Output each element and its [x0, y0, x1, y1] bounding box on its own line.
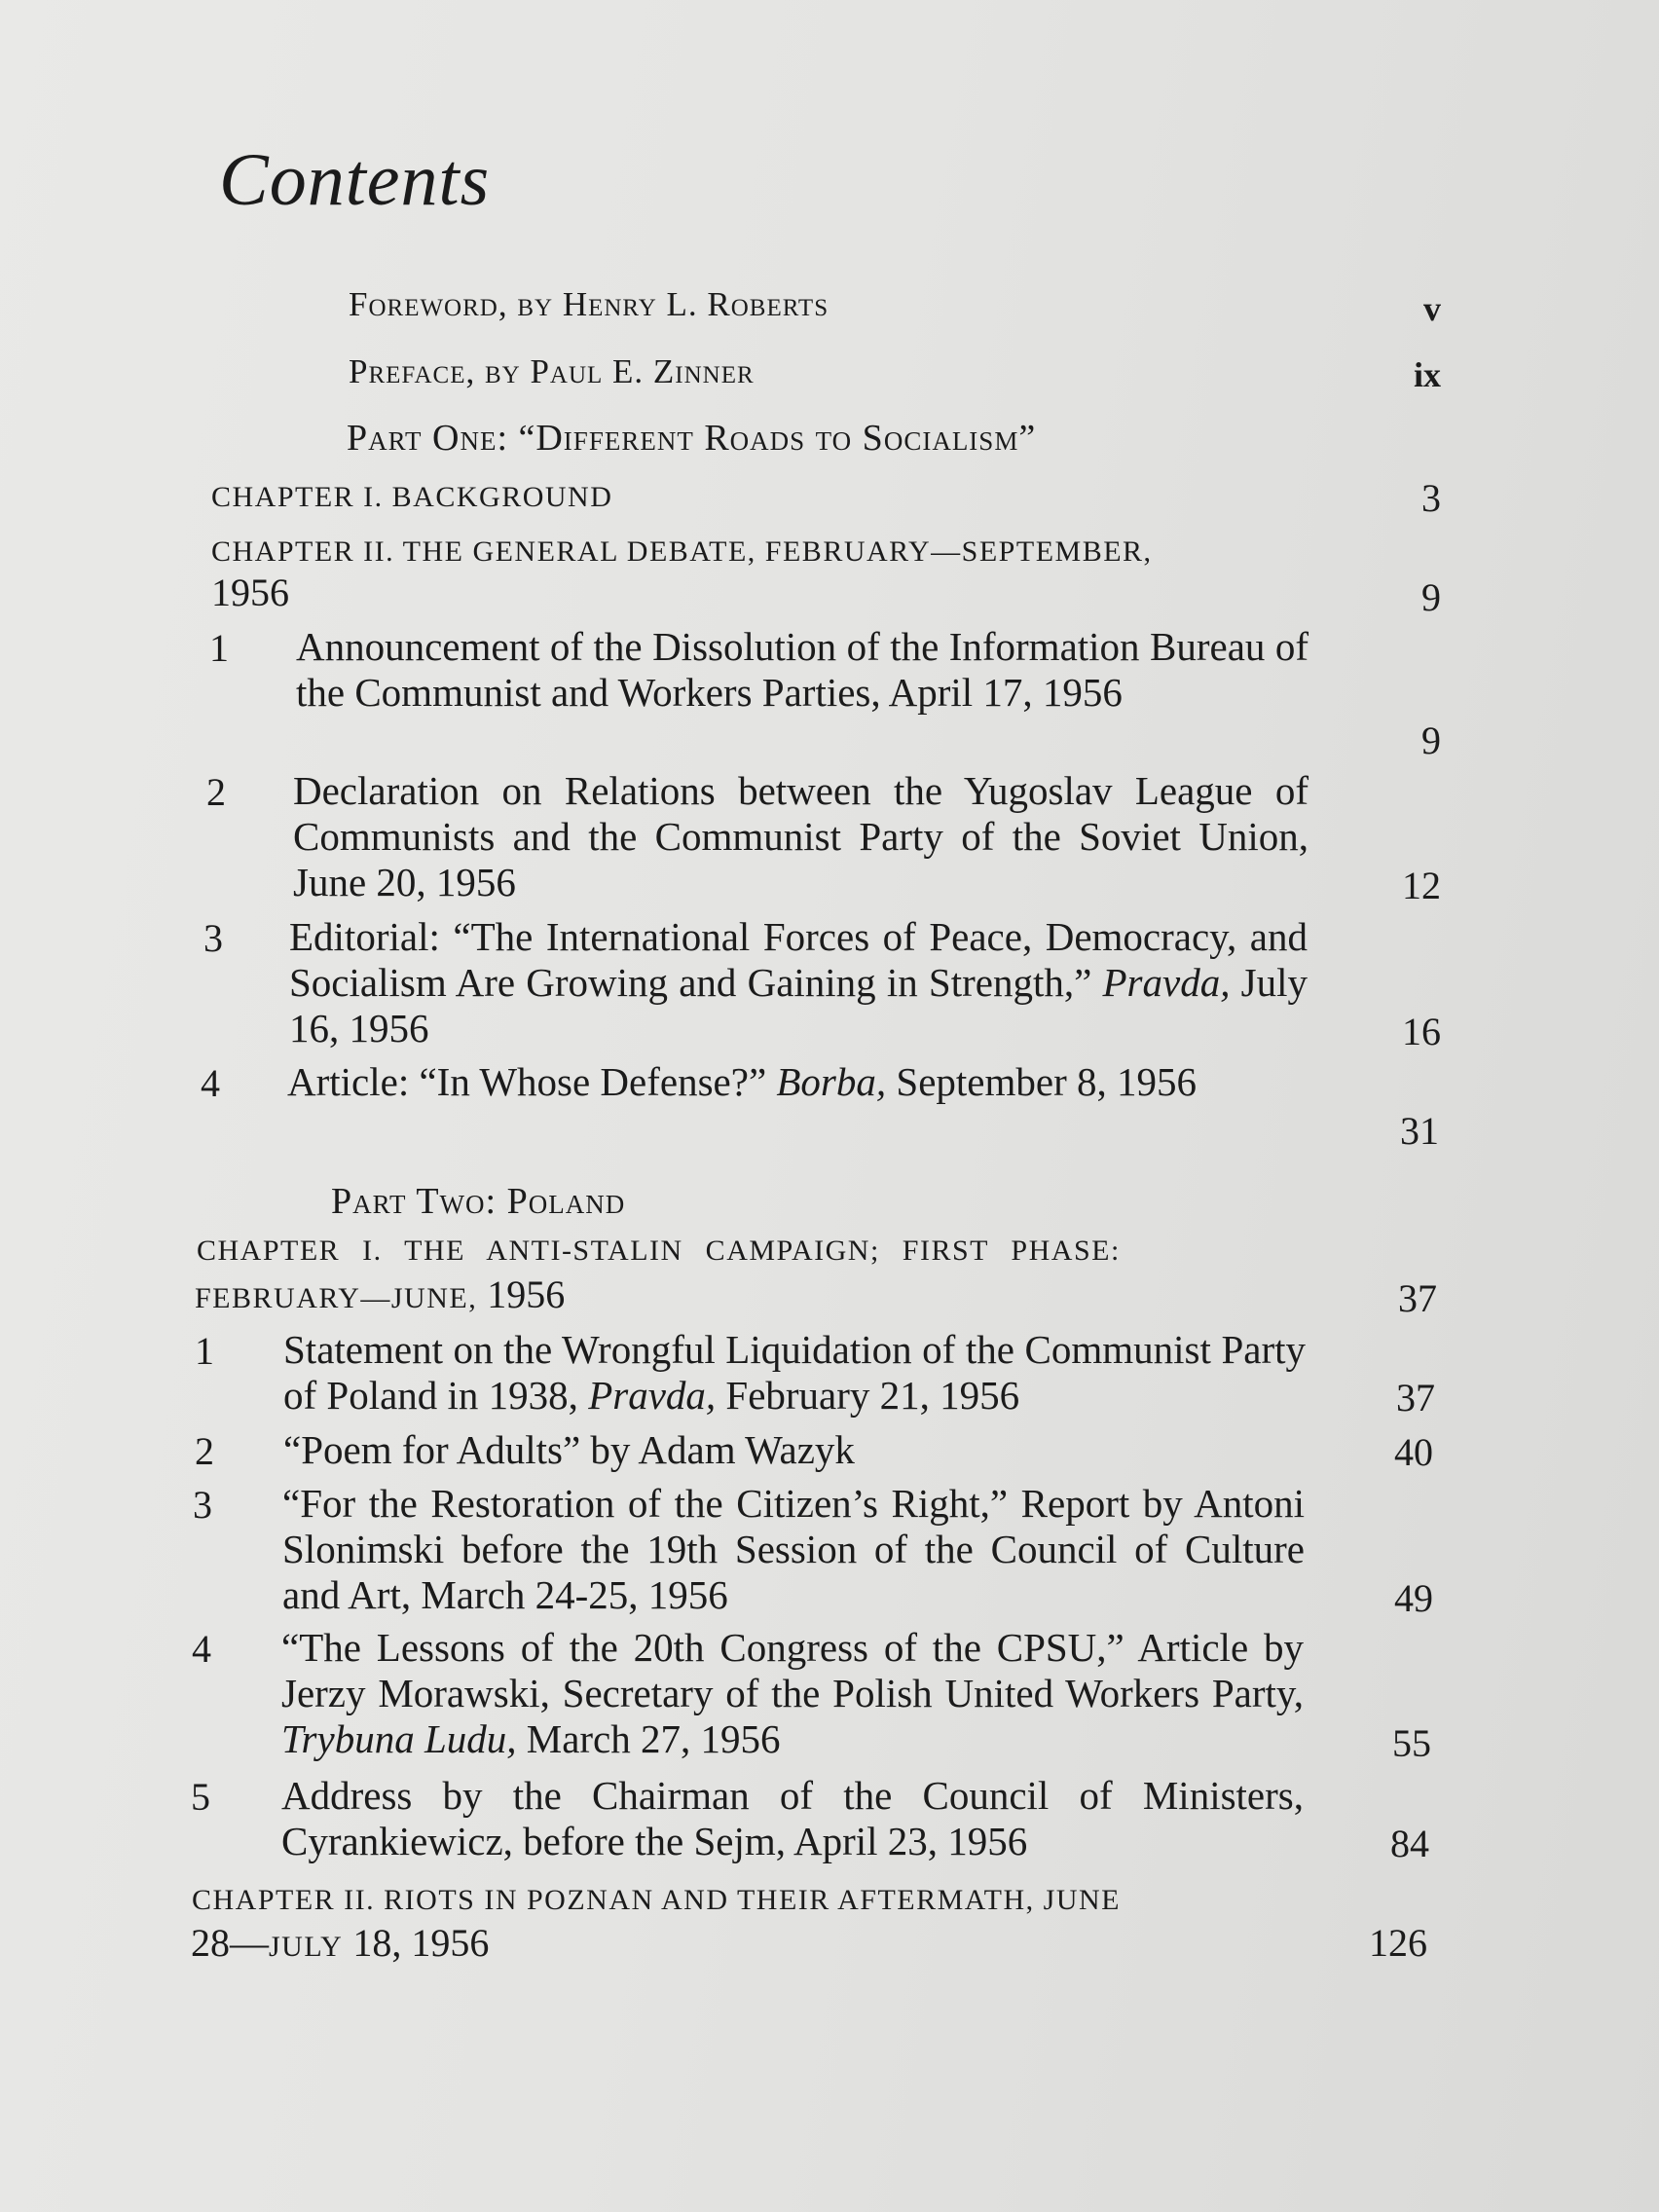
entry-number: 2: [195, 1429, 214, 1473]
list-item: Article: “In Whose Defense?” Borba, September 8, 1956: [287, 1059, 1197, 1104]
page-title: Contents: [219, 139, 491, 221]
part-two-chapter-1: CHAPTER I. THE ANTI-STALIN CAMPAIGN; FIRST PHASE:: [197, 1235, 1121, 1267]
list-item: Declaration on Relations between the Yugoslav League of Communists and the Communist Party of the Soviet Union, June 20, 1956: [293, 768, 1309, 904]
source-title: Pravda,: [1102, 960, 1231, 1005]
entry-number: 1: [209, 626, 229, 670]
list-item: “Poem for Adults” by Adam Wazyk: [283, 1427, 855, 1472]
list-item: “The Lessons of the 20th Congress of the CPSU,” Article by Jerzy Morawski, Secretary of the Polish United Workers Party, Trybuna Ludu, March 27, 1956: [281, 1625, 1304, 1761]
list-item: Editorial: “The International Forces of Peace, Democracy, and Socialism Are Growing and Gaining in Strength,” Pravda, July 16, 1956: [289, 914, 1308, 1051]
part-one-chapter-1-page: 3: [1421, 476, 1441, 520]
entry-number: 5: [191, 1775, 210, 1819]
entry-page: 84: [1390, 1822, 1429, 1865]
part-two-chapter-1-line2: FEBRUARY—JUNE, 1956: [195, 1272, 566, 1316]
part-one-chapter-1: CHAPTER I. BACKGROUND: [211, 481, 613, 513]
foreword-entry: Foreword, by Henry L. Roberts: [349, 285, 830, 323]
part-one-chapter-2: CHAPTER II. THE GENERAL DEBATE, FEBRUARY—SEPTEMBER,: [211, 535, 1153, 568]
entry-page: 9: [1421, 719, 1441, 762]
list-item: Address by the Chairman of the Council of Ministers, Cyrankiewicz, before the Sejm, April 23, 1956: [281, 1773, 1304, 1863]
entry-page: 49: [1394, 1576, 1433, 1620]
entry-number: 1: [195, 1329, 214, 1373]
entry-page: 40: [1394, 1430, 1433, 1474]
foreword-page: v: [1423, 289, 1441, 328]
entry-number: 2: [206, 770, 226, 814]
preface-entry: Preface, by Paul E. Zinner: [349, 352, 755, 390]
part-one-chapter-2-page: 9: [1421, 575, 1441, 619]
source-title: Trybuna Ludu,: [281, 1716, 517, 1761]
preface-page: ix: [1413, 355, 1441, 394]
entry-number: 4: [192, 1627, 211, 1671]
entry-page: 37: [1396, 1376, 1435, 1419]
entry-number: 3: [203, 916, 223, 960]
source-title: Borba,: [776, 1059, 887, 1104]
list-item: Statement on the Wrongful Liquidation of the Communist Party of Poland in 1938, Pravda, February 21, 1956: [283, 1327, 1306, 1418]
entry-page: 12: [1402, 864, 1441, 907]
entry-number: 3: [193, 1483, 212, 1527]
entry-number: 4: [201, 1061, 220, 1105]
part-two-chapter-2-line2: 28—JULY 18, 1956: [191, 1921, 490, 1965]
entry-page: 31: [1400, 1109, 1439, 1153]
source-title: Pravda,: [588, 1373, 717, 1418]
part-one-title: Part One: “Different Roads to Socialism”: [347, 418, 1037, 459]
part-two-chapter-2-page: 126: [1369, 1921, 1427, 1965]
part-two-chapter-1-page: 37: [1398, 1276, 1437, 1320]
part-one-chapter-2-year: 1956: [211, 571, 289, 614]
part-two-chapter-2: CHAPTER II. RIOTS IN POZNAN AND THEIR AFTERMATH, JUNE: [192, 1884, 1121, 1916]
list-item: “For the Restoration of the Citizen’s Right,” Report by Antoni Slonimski before the 19th Session of the Council of Culture and Art, March 24-25, 1956: [282, 1481, 1305, 1617]
part-two-title: Part Two: Poland: [331, 1181, 626, 1222]
entry-page: 16: [1402, 1010, 1441, 1053]
entry-page: 55: [1392, 1721, 1431, 1765]
list-item: Announcement of the Dissolution of the Information Bureau of the Communist and Workers Parties, April 17, 1956: [296, 624, 1309, 715]
